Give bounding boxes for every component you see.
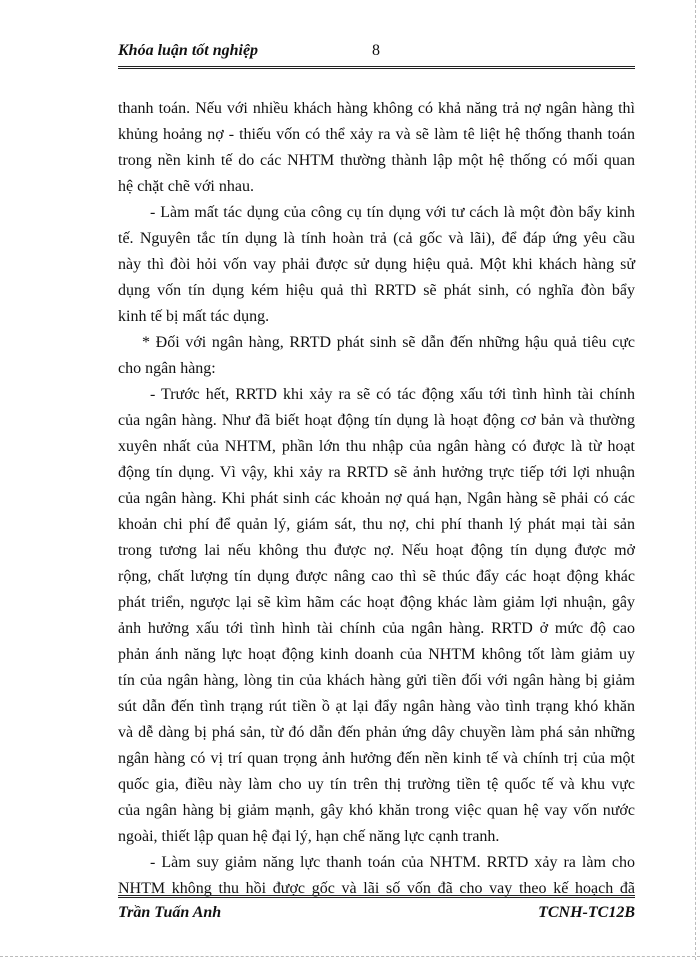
page-footer <box>118 900 635 924</box>
text-line: - Làm mất tác dụng của công cụ tín dụng với tư cách là một đòn bẩy kinh <box>150 204 635 221</box>
text-line: trong tương lai nếu không thu được nợ. Nếu hoạt động tín dụng được mở <box>118 542 635 559</box>
text-line: khoản chi phí để quản lý, giám sát, thu nợ, chi phí thanh lý phát mại tài sản <box>118 516 635 533</box>
text-line: dụng vốn tín dụng kém hiệu quả thì RRTD sẽ phát sinh, có nghĩa đòn bẩy <box>118 282 635 299</box>
text-line: của ngân hàng. Khi phát sinh các khoản nợ quá hạn, Ngân hàng sẽ phải có các <box>118 490 635 507</box>
footer-class-code: TCNH-TC12B <box>538 904 635 921</box>
text-line: - Trước hết, RRTD khi xảy ra sẽ có tác động xấu tới tình hình tài chính <box>150 386 635 403</box>
text-line: rộng, chất lượng tín dụng được nâng cao thì sẽ thúc đẩy các hoạt động khác <box>118 568 635 585</box>
body-text <box>118 96 635 902</box>
text-line: phát triển, ngược lại sẽ kìm hãm các hoạt động khác làm giảm lợi nhuận, gây <box>118 594 635 611</box>
page-header <box>118 38 635 64</box>
text-line: phản ánh năng lực hoạt động kinh doanh của NHTM không tốt làm giảm uy <box>118 646 635 663</box>
page-edge-right <box>695 0 700 960</box>
header-rule <box>118 66 635 67</box>
text-line: hệ chặt chẽ với nhau. <box>118 178 254 195</box>
text-line: ảnh hưởng xấu tới tình hình tài chính của ngân hàng. RRTD ở mức độ cao <box>118 620 635 637</box>
text-line: kinh tế bị mất tác dụng. <box>118 308 270 325</box>
text-line: động tín dụng. Vì vậy, khi xảy ra RRTD sẽ ảnh hưởng trực tiếp tới lợi nhuận <box>118 464 635 481</box>
text-line: ngân hàng có vị trí quan trọng ảnh hưởng đến nền kinh tế và chính trị của một <box>118 750 635 767</box>
footer-rule <box>118 895 635 896</box>
text-line: của ngân hàng. Như đã biết hoạt động tín dụng là hoạt động cơ bản và thường <box>118 412 635 429</box>
header-rule-double <box>118 68 635 69</box>
text-line: cho ngân hàng: <box>118 360 216 377</box>
text-line: khủng hoảng nợ - thiếu vốn có thể xảy ra và sẽ làm tê liệt hệ thống thanh toán <box>118 126 635 143</box>
text-line: tín của ngân hàng, lòng tin của khách hàng gửi tiền đối với ngân hàng bị giảm <box>118 672 635 689</box>
page-number: 8 <box>372 42 380 59</box>
footer-rule-double <box>118 897 635 898</box>
footer-author: Trần Tuấn Anh <box>118 904 222 921</box>
text-line: và dễ dàng bị phá sản, từ đó dẫn đến phản ứng dây chuyền làm phá sản những <box>118 724 635 741</box>
text-line: này thì đòi hỏi vốn vay phải được sử dụng hiệu quả. Một khi khách hàng sử <box>118 256 635 273</box>
text-line: trong nền kinh tế do các NHTM thường thành lập một hệ thống có mối quan <box>118 152 635 169</box>
text-line: - Làm suy giảm năng lực thanh toán của NHTM. RRTD xảy ra làm cho <box>150 854 635 871</box>
text-line: tế. Nguyên tắc tín dụng là tính hoàn trả (cả gốc và lãi), để đáp ứng yêu cầu <box>118 230 635 247</box>
text-line: quốc gia, điều này làm cho uy tín trên thị trường tiền tệ quốc tế và khu vực <box>118 776 635 793</box>
page-edge-bottom <box>0 956 700 960</box>
header-title: Khóa luận tốt nghiệp <box>118 42 259 59</box>
text-line: ngoài, thiết lập quan hệ đại lý, hạn chế năng lực cạnh tranh. <box>118 828 500 845</box>
text-line: của ngân hàng bị giảm mạnh, gây khó khăn trong việc quan hệ vay vốn nước <box>118 802 635 819</box>
text-line: thanh toán. Nếu với nhiều khách hàng không có khả năng trả nợ ngân hàng thì <box>118 100 635 117</box>
text-line: xuyên nhất của NHTM, phần lớn thu nhập của ngân hàng có được là từ hoạt <box>118 438 635 455</box>
text-line: sút dẫn đến tình trạng rút tiền ồ ạt lại đẩy ngân hàng vào tình trạng khó khăn <box>118 698 635 715</box>
text-line: NHTM không thu hồi được gốc và lãi số vốn đã cho vay theo kế hoạch đã <box>118 880 635 897</box>
text-line: * Đối với ngân hàng, RRTD phát sinh sẽ dẫn đến những hậu quả tiêu cực <box>142 334 635 351</box>
